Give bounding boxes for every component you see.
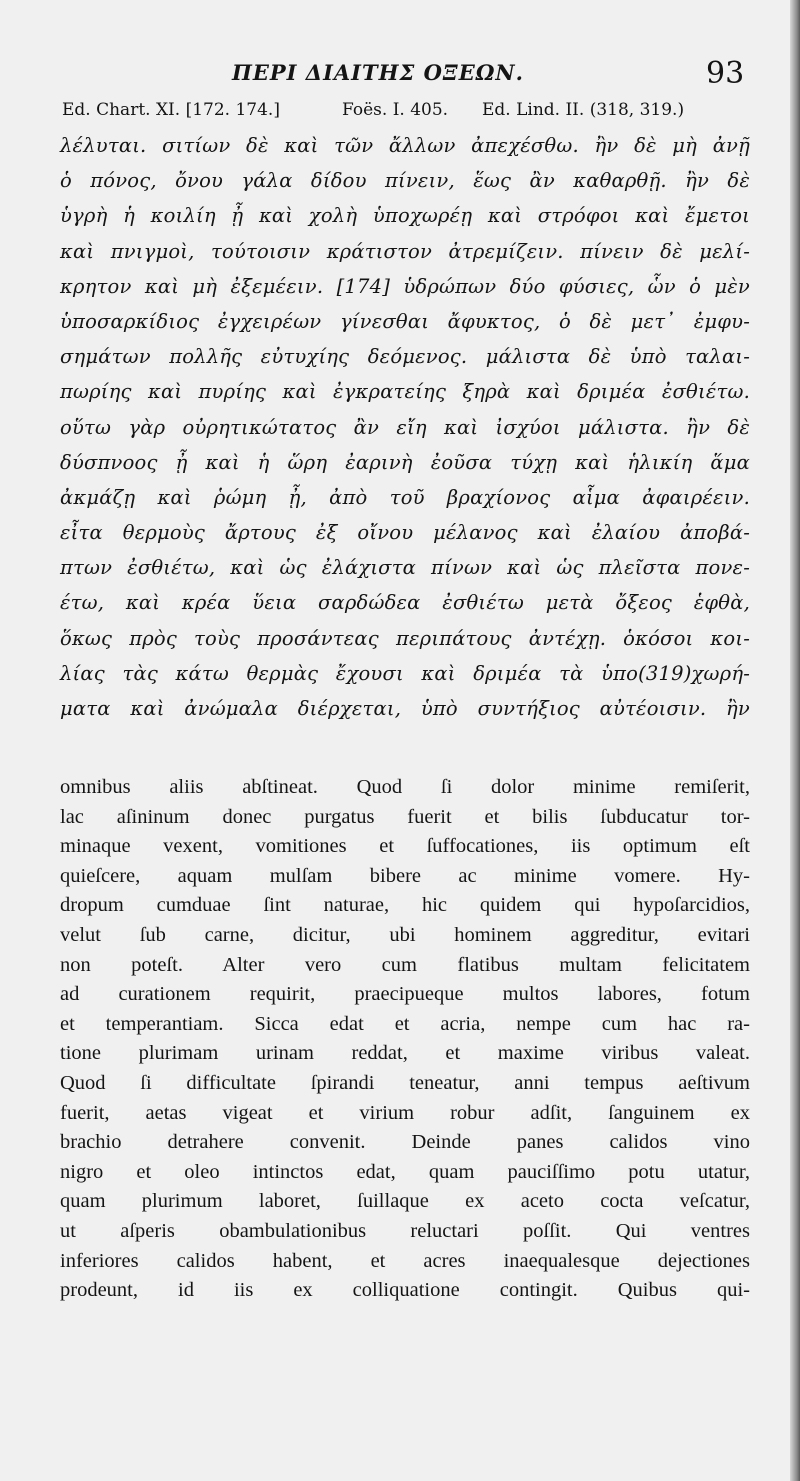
latin-line: quam plurimum laboret, ſuillaque ex aceto cocta veſcatur, — [60, 1190, 750, 1213]
greek-line: ὑποσαρκίδιος ἐγχειρέων γίνεσθαι ἄφυκτος, ὁ δὲ μετ᾽ ἐμφυ- — [60, 309, 750, 333]
latin-line: lac aſininum donec purgatus fuerit et bilis ſubducatur tor- — [60, 805, 750, 828]
reference-chartier: Ed. Chart. XI. [172. 174.] — [62, 100, 280, 120]
latin-line: dropum cumduae ſint naturae, hic quidem qui hypoſarcidios, — [60, 894, 750, 917]
latin-line: brachio detrahere convenit. Deinde panes calidos vino — [60, 1131, 750, 1154]
greek-line: πωρίης καὶ πυρίης καὶ ἐγκρατείης ξηρὰ καὶ δριμέα ἐσθιέτω. — [60, 380, 750, 404]
greek-line: εἶτα θερμοὺς ἄρτους ἐξ οἴνου μέλανος καὶ ἐλαίου ἀποβά- — [60, 521, 750, 545]
greek-line: ὑγρὴ ἡ κοιλίη ᾖ καὶ χολὴ ὑποχωρέῃ καὶ στρόφοι καὶ ἔμετοι — [60, 204, 750, 228]
latin-line: velut ſub carne, dicitur, ubi hominem aggreditur, evitari — [60, 923, 750, 946]
greek-line: ἀκμάζῃ καὶ ῥώμη ᾖ, ἀπὸ τοῦ βραχίονος αἷμα ἀφαιρέειν. — [60, 485, 750, 509]
greek-line: ὅκως πρὸς τοὺς προσάντεας περιπάτους ἀντέχῃ. ὁκόσοι κοι- — [60, 626, 750, 650]
greek-line: ὁ πόνος, ὄνου γάλα δίδου πίνειν, ἕως ἂν καθαρθῇ. ἢν δὲ — [60, 169, 750, 193]
running-head — [0, 56, 800, 91]
latin-line: Quod ſi difficultate ſpirandi teneatur, anni tempus aeſtivum — [60, 1071, 750, 1094]
page-edge-shadow — [790, 0, 800, 1481]
latin-line: nigro et oleo intinctos edat, quam pauciſſimo potu utatur, — [60, 1160, 750, 1183]
greek-line: ματα καὶ ἀνώμαλα διέρχεται, ὑπὸ συντήξιος αὐτέοισιν. ἢν — [60, 697, 750, 720]
latin-line: inferiores calidos habent, et acres inaequalesque dejectiones — [60, 1249, 750, 1272]
latin-line: ad curationem requirit, praecipueque multos labores, fotum — [60, 983, 750, 1006]
latin-line: tione plurimam urinam reddat, et maxime viribus valeat. — [60, 1042, 750, 1065]
greek-line: λέλυται. σιτίων δὲ καὶ τῶν ἄλλων ἀπεχέσθω. ἢν δὲ μὴ ἀνῇ — [60, 134, 750, 157]
latin-line: ut aſperis obambulationibus reluctari poſſit. Qui ventres — [60, 1219, 750, 1242]
running-title: ΠΕΡΙ ΔΙΑΙΤΗΣ ΟΞΕΩΝ. — [232, 60, 524, 85]
latin-line: prodeunt, id iis ex colliquatione contingit. Quibus qui- — [60, 1279, 750, 1302]
latin-line: et temperantiam. Sicca edat et acria, nempe cum hac ra- — [60, 1012, 750, 1035]
greek-line: σημάτων πολλῆς εὐτυχίης δεόμενος. μάλιστα δὲ ὑπὸ ταλαι- — [60, 345, 750, 369]
latin-line: fuerit, aetas vigeat et virium robur adſit, ſanguinem ex — [60, 1101, 750, 1124]
greek-text-block — [60, 128, 750, 726]
greek-line: πτων ἐσθιέτω, καὶ ὡς ἐλάχιστα πίνων καὶ ὡς πλεῖστα πονε- — [60, 556, 750, 580]
greek-line: κρητον καὶ μὴ ἐξεμέειν. [174] ὑδρώπων δύο φύσιες, ὧν ὁ μὲν — [60, 274, 750, 298]
latin-line: quieſcere, aquam mulſam bibere ac minime vomere. Hy- — [60, 864, 750, 887]
latin-line: non poteſt. Alter vero cum flatibus multam felicitatem — [60, 953, 750, 976]
latin-line: minaque vexent, vomitiones et ſuffocationes, iis optimum eſt — [60, 835, 750, 858]
greek-line: οὕτω γὰρ οὐρητικώτατος ἂν εἴη καὶ ἰσχύοι μάλιστα. ἢν δὲ — [60, 415, 750, 439]
edition-references — [62, 100, 752, 126]
latin-line: omnibus aliis abſtineat. Quod ſi dolor minime remiſerit, — [60, 776, 750, 798]
greek-line: καὶ πνιγμοὶ, τούτοισιν κράτιστον ἀτρεμίζειν. πίνειν δὲ μελί- — [60, 239, 750, 263]
page-number: 93 — [706, 56, 745, 91]
latin-text-block — [60, 773, 750, 1306]
greek-line: δύσπνοος ᾖ καὶ ἡ ὥρη ἐαρινὴ ἐοῦσα τύχῃ καὶ ἡλικίη ἅμα — [60, 450, 750, 474]
reference-linden: Ed. Lind. II. (318, 319.) — [482, 100, 685, 120]
reference-foesius: Foës. I. 405. — [342, 100, 449, 120]
greek-line: λίας τὰς κάτω θερμὰς ἔχουσι καὶ δριμέα τὰ ὑπο(319)χωρή- — [60, 661, 750, 685]
greek-line: έτω, καὶ κρέα ὕεια σαρδώδεα ἐσθιέτω μετὰ ὄξεος ἑφθὰ, — [60, 591, 750, 615]
